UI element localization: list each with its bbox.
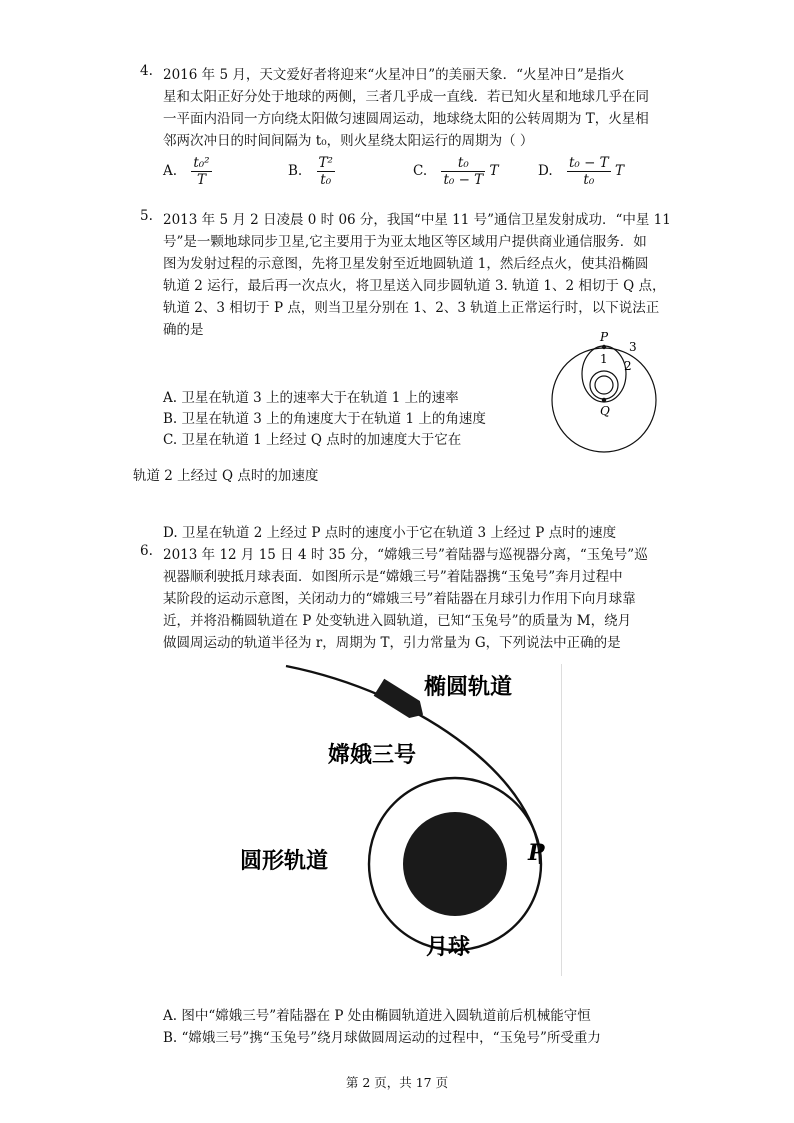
- circular-orbit-label: 圆形轨道: [240, 849, 329, 874]
- q6-option-a: A. 图中“嫦娥三号”着陆器在 P 处由椭圆轨道进入圆轨道前后机械能守恒: [163, 1008, 591, 1024]
- q6-line-4: 近，并将沿椭圆轨道在 P 处变轨进入圆轨道，已知“玉兔号”的质量为 M，绕月: [163, 613, 632, 629]
- q4-option-d: D. $\frac{\text{t₀ − T}}{\text{t₀}}$ T: [538, 155, 624, 188]
- q5-line-6: 确的是: [163, 322, 204, 338]
- q4-option-c-fraction: $\frac{\text{t₀}}{\text{t₀ − T}}$: [443, 155, 484, 188]
- q6-line-2: 视器顺利驶抵月球表面．如图所示是“嫦娥三号”着陆器携“玉兔号”奔月过程中: [163, 569, 623, 585]
- q6-line-3: 某阶段的运动示意图，关闭动力的“嫦娥三号”着陆器在月球引力作用下向月球靠: [163, 591, 636, 607]
- q5-number: 5.: [140, 208, 153, 224]
- moon-disc: [403, 812, 507, 916]
- page-footer: 第 2 页，共 17 页: [345, 1075, 449, 1090]
- point-p-label-figure: P: [528, 840, 545, 866]
- q4-line-3: 一平面内沿同一方向绕太阳做匀速圆周运动，地球绕太阳的公转周期为 T，火星相: [163, 111, 649, 127]
- q4-option-a-fraction: $\frac{\text{t₀²}}{T}$: [193, 155, 210, 188]
- orbit-1-label: 1: [600, 352, 608, 366]
- q5-option-a: A. 卫星在轨道 3 上的速率大于在轨道 1 上的速率: [163, 390, 459, 406]
- q6-option-b: B. “嫦娥三号”携“玉兔号”绕月球做圆周运动的过程中，“玉兔号”所受重力: [163, 1030, 601, 1046]
- spacecraft-label: 嫦娥三号: [328, 743, 417, 768]
- q5-line-5: 轨道 2、3 相切于 P 点，则当卫星分别在 1、2、3 轨道上正常运行时，以下说法正: [163, 300, 660, 316]
- q4-line-4: 邻两次冲日的时间间隔为 t₀，则火星绕太阳运行的周期为（ ）: [163, 133, 534, 149]
- q5-line-2: 号”是一颗地球同步卫星,它主要用于为亚太地区等区域用户提供商业通信服务．如: [163, 234, 647, 250]
- q5-line-1: 2013 年 5 月 2 日凌晨 0 时 06 分，我国“中星 11 号”通信卫星发射成功．“中星 11: [163, 212, 671, 228]
- q5-line-4: 轨道 2 运行，最后再一次点火，将卫星送入同步圆轨道 3. 轨道 1、2 相切于 Q 点，: [163, 278, 666, 294]
- q4-line-1: 2016 年 5 月，天文爱好者将迎来“火星冲日”的美丽天象．“火星冲日”是指火: [163, 67, 625, 83]
- q4-option-b: B. $\frac{\text{T²}}{\text{t₀}}$: [288, 155, 333, 188]
- q4-option-d-fraction: $\frac{\text{t₀ − T}}{\text{t₀}}$: [568, 155, 609, 188]
- q5-option-c-continued: 轨道 2 上经过 Q 点时的加速度: [133, 468, 319, 484]
- q5-option-b: B. 卫星在轨道 3 上的角速度大于在轨道 1 上的角速度: [163, 411, 486, 427]
- orbit-2-label: 2: [624, 359, 632, 373]
- orbit-diagram: [548, 328, 660, 456]
- q4-number: 4.: [140, 63, 153, 79]
- orbit-3-label: 3: [629, 340, 637, 354]
- q4-option-a: A. $\frac{\text{t₀²}}{T}$: [163, 155, 210, 188]
- moon-label: 月球: [426, 935, 471, 960]
- point-p-dot: [602, 345, 606, 349]
- q6-number: 6.: [140, 543, 153, 559]
- q5-option-c: C. 卫星在轨道 1 上经过 Q 点时的加速度大于它在: [163, 432, 462, 448]
- q6-line-5: 做圆周运动的轨道半径为 r，周期为 T，引力常量为 G，下列说法中正确的是: [163, 635, 621, 651]
- earth-circle: [595, 376, 613, 394]
- q4-option-c: C. $\frac{\text{t₀}}{\text{t₀ − T}}$ T: [413, 155, 499, 188]
- q6-line-1: 2013 年 12 月 15 日 4 时 35 分，“嫦娥三号”着陆器与巡视器分离，“玉兔号”巡: [163, 547, 648, 563]
- q5-option-d: D. 卫星在轨道 2 上经过 P 点时的速度小于它在轨道 3 上经过 P 点时的速度: [163, 525, 617, 541]
- ellipse-orbit-label: 椭圆轨道: [424, 675, 513, 700]
- point-q-label: Q: [600, 404, 610, 418]
- q4-line-2: 星和太阳正好分处于地球的两侧，三者几乎成一直线．若已知火星和地球几乎在同: [163, 89, 649, 105]
- point-p-label: P: [600, 330, 609, 344]
- q5-line-3: 图为发射过程的示意图，先将卫星发射至近地圆轨道 1，然后经点火，使其沿椭圆: [163, 256, 649, 272]
- q4-option-b-fraction: $\frac{\text{T²}}{\text{t₀}}$: [318, 155, 333, 188]
- orbit-1-circle: [590, 371, 618, 399]
- point-q-dot: [602, 398, 606, 402]
- moon-orbit-figure: [236, 664, 562, 976]
